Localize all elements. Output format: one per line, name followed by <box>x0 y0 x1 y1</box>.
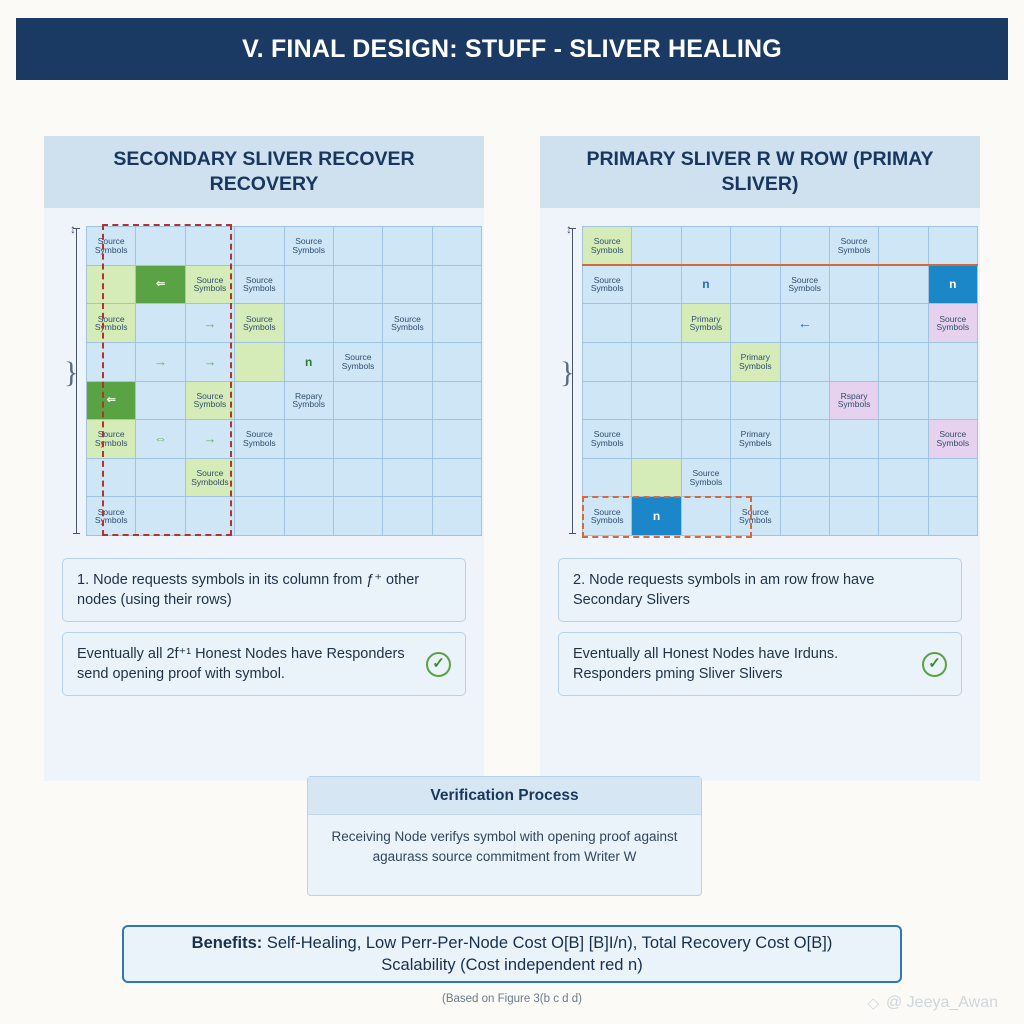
benefits-label: Benefits: <box>191 933 263 952</box>
watermark <box>867 994 998 1012</box>
grid-cell[interactable] <box>731 304 779 342</box>
grid-cell[interactable] <box>433 266 481 304</box>
grid-cell[interactable] <box>383 266 431 304</box>
primary-note-2-text: Eventually all Honest Nodes have Irduns. Responders pming Sliver Slivers <box>573 646 839 682</box>
grid-cell-label[interactable]: Source Symbols <box>87 497 135 535</box>
grid-cell[interactable] <box>731 382 779 420</box>
grid-cell[interactable] <box>682 266 730 304</box>
grid-cell-label[interactable]: Source Symbols <box>235 304 283 342</box>
brace-icon: } <box>560 356 575 389</box>
grid-cell[interactable] <box>285 304 333 342</box>
grid-cell[interactable] <box>632 459 680 497</box>
grid-cell[interactable] <box>334 497 382 535</box>
grid-cell[interactable] <box>235 459 283 497</box>
secondary-note-2 <box>62 632 466 696</box>
grid-cell[interactable] <box>682 382 730 420</box>
grid-cell[interactable] <box>383 497 431 535</box>
grid-cell[interactable] <box>87 459 135 497</box>
grid-cell[interactable] <box>781 497 829 535</box>
grid-cell-label[interactable]: n <box>632 497 680 535</box>
flow-arrow-icon: ← <box>797 315 812 332</box>
grid-cell[interactable] <box>583 304 631 342</box>
benefits-box <box>122 925 902 983</box>
grid-cell-label[interactable]: Source Symbols <box>781 266 829 304</box>
verification-body: Receiving Node verifys symbol with opening proof against agaurаss source commitment from Writer W <box>331 829 678 864</box>
grid-cell-label[interactable]: Source Symbols <box>235 420 283 458</box>
grid-cell-label[interactable]: Source Symbols <box>87 420 135 458</box>
grid-cell[interactable] <box>781 343 829 381</box>
grid-cell[interactable] <box>136 343 184 381</box>
grid-cell[interactable] <box>136 382 184 420</box>
grid-cell[interactable] <box>186 420 234 458</box>
grid-cell[interactable] <box>731 459 779 497</box>
grid-cell[interactable] <box>682 343 730 381</box>
primary-note-2 <box>558 632 962 696</box>
brace-icon: } <box>64 356 79 389</box>
grid-cell[interactable] <box>285 343 333 381</box>
grid-cell[interactable] <box>929 227 977 265</box>
grid-cell[interactable] <box>383 420 431 458</box>
secondary-note-1-text: 1. Node requests symbols in its column from ƒ⁺ other nodes (using their rows) <box>77 572 420 608</box>
check-circle-icon: ✓ <box>426 652 451 677</box>
primary-grid-wrapper <box>558 226 970 536</box>
grid-cell[interactable] <box>334 266 382 304</box>
grid-cell[interactable] <box>682 497 730 535</box>
flow-arrow-icon: → <box>203 315 217 331</box>
primary-panel-header <box>540 136 980 208</box>
grid-cell[interactable] <box>285 497 333 535</box>
grid-cell-label[interactable]: Source Symbols <box>929 304 977 342</box>
grid-cell-label[interactable]: Source Symbols <box>583 420 631 458</box>
node-label: n <box>305 354 313 369</box>
grid-cell[interactable] <box>830 266 878 304</box>
grid-cell-label[interactable]: Source Symbols <box>383 304 431 342</box>
grid-cell-label[interactable]: Primary Symbols <box>682 304 730 342</box>
grid-cell[interactable] <box>87 343 135 381</box>
grid-cell[interactable] <box>632 304 680 342</box>
grid-cell-label[interactable]: Source Symbols <box>830 227 878 265</box>
grid-cell[interactable] <box>929 382 977 420</box>
grid-cell[interactable] <box>433 227 481 265</box>
grid-cell[interactable] <box>830 420 878 458</box>
flow-arrow-icon: ⇔ <box>154 431 168 447</box>
secondary-sliver-panel <box>44 136 484 781</box>
grid-cell[interactable] <box>879 420 927 458</box>
grid-cell[interactable] <box>383 343 431 381</box>
grid-cell[interactable] <box>929 497 977 535</box>
grid-cell-label[interactable]: n <box>929 266 977 304</box>
primary-symbol-grid[interactable] <box>582 226 978 536</box>
grid-cell[interactable] <box>136 497 184 535</box>
figure-source-note: (Based on Figure 3(b c d d) <box>442 993 582 1005</box>
page-header <box>16 18 1008 80</box>
grid-cell[interactable] <box>186 497 234 535</box>
grid-cell[interactable] <box>433 343 481 381</box>
grid-cell[interactable] <box>830 497 878 535</box>
grid-cell-label[interactable]: Source Symbols <box>731 497 779 535</box>
primary-note-1-text: 2. Node requests symbols in am row frow have Secondary Slivers <box>573 572 875 608</box>
grid-cell[interactable] <box>830 343 878 381</box>
flow-arrow-icon: ⇐ <box>155 277 166 290</box>
grid-cell-label[interactable]: Source Symbols <box>682 459 730 497</box>
secondary-note-2-text: Eventually all 2f⁺¹ Honest Nodes have Responders send opening proof with symbol. <box>77 646 405 682</box>
grid-cell[interactable] <box>136 227 184 265</box>
grid-cell[interactable] <box>632 266 680 304</box>
page-title: V. FINAL DESIGN: STUFF - SLIVER HEALING <box>242 34 782 63</box>
grid-cell[interactable] <box>383 382 431 420</box>
grid-cell[interactable] <box>136 266 184 304</box>
grid-cell[interactable] <box>334 459 382 497</box>
grid-cell-label[interactable]: Source Symbols <box>87 304 135 342</box>
grid-cell[interactable] <box>334 227 382 265</box>
grid-cell[interactable] <box>781 420 829 458</box>
grid-cell[interactable] <box>929 343 977 381</box>
grid-cell-label[interactable]: Rspary Symbols <box>830 382 878 420</box>
grid-cell[interactable] <box>334 304 382 342</box>
secondary-grid-wrapper <box>62 226 466 536</box>
grid-cell[interactable] <box>383 459 431 497</box>
grid-cell[interactable] <box>285 420 333 458</box>
grid-cell[interactable] <box>682 227 730 265</box>
grid-cell[interactable] <box>186 304 234 342</box>
grid-cell[interactable] <box>879 266 927 304</box>
grid-cell-label[interactable]: Source Symbolds <box>186 459 234 497</box>
grid-cell[interactable] <box>781 304 829 342</box>
primary-panel-title: PRIMARY SLIVER R W ROW (PRIMAY SLIVER) <box>586 148 934 195</box>
diamond-icon: ◇ <box>867 995 879 1012</box>
grid-cell[interactable] <box>583 459 631 497</box>
benefits-line-2: Scalability (Cost independent red n) <box>381 956 643 974</box>
grid-cell[interactable] <box>186 227 234 265</box>
check-circle-icon: ✓ <box>922 652 947 677</box>
secondary-note-1 <box>62 558 466 622</box>
grid-cell[interactable] <box>334 420 382 458</box>
grid-cell[interactable] <box>781 382 829 420</box>
verification-title: Verification Process <box>308 777 701 815</box>
grid-cell[interactable] <box>731 227 779 265</box>
grid-cell[interactable] <box>583 382 631 420</box>
grid-cell-label[interactable]: Source Symbols <box>186 266 234 304</box>
node-label: n <box>702 277 710 292</box>
grid-cell[interactable] <box>433 382 481 420</box>
flow-arrow-icon: → <box>203 431 217 447</box>
grid-cell[interactable] <box>830 459 878 497</box>
grid-cell[interactable] <box>186 343 234 381</box>
grid-cell[interactable] <box>929 459 977 497</box>
secondary-symbol-grid[interactable] <box>86 226 482 536</box>
grid-cell[interactable] <box>879 497 927 535</box>
watermark-text: @ Jeeya_Awan <box>885 994 998 1011</box>
grid-cell-label[interactable]: Source Symbols <box>334 343 382 381</box>
grid-cell[interactable] <box>879 343 927 381</box>
grid-cell[interactable] <box>879 304 927 342</box>
grid-cell[interactable] <box>136 459 184 497</box>
grid-cell[interactable] <box>583 343 631 381</box>
grid-cell[interactable] <box>433 304 481 342</box>
grid-cell[interactable] <box>632 227 680 265</box>
grid-cell[interactable] <box>235 382 283 420</box>
grid-cell[interactable] <box>731 266 779 304</box>
grid-cell[interactable] <box>433 420 481 458</box>
grid-cell-label[interactable]: Source Symbols <box>929 420 977 458</box>
grid-cell[interactable] <box>632 343 680 381</box>
grid-cell[interactable] <box>781 227 829 265</box>
grid-cell[interactable] <box>879 227 927 265</box>
grid-cell[interactable] <box>87 266 135 304</box>
grid-cell[interactable] <box>879 382 927 420</box>
grid-cell-label[interactable]: Source Symbols <box>285 227 333 265</box>
grid-cell[interactable] <box>285 266 333 304</box>
grid-cell[interactable] <box>235 497 283 535</box>
grid-cell[interactable] <box>879 459 927 497</box>
grid-cell-label[interactable]: Repary Symbols <box>285 382 333 420</box>
benefits-line-1 <box>192 932 833 954</box>
grid-cell[interactable] <box>682 420 730 458</box>
secondary-panel-title: SECONDARY SLIVER RECOVER RECOVERY <box>113 148 415 195</box>
grid-cell[interactable] <box>781 459 829 497</box>
grid-cell[interactable] <box>136 304 184 342</box>
benefits-text-1: Self-Healing, Low Perr-Per-Node Cost O[B] [B]I/n), Total Recovery Cost O[B]) <box>262 933 833 952</box>
grid-cell-label[interactable]: Primary Symbels <box>731 420 779 458</box>
secondary-panel-header <box>44 136 484 208</box>
grid-cell-label[interactable]: Source Symbols <box>87 227 135 265</box>
grid-cell[interactable] <box>334 382 382 420</box>
flow-arrow-icon: → <box>154 354 168 370</box>
grid-cell[interactable] <box>632 382 680 420</box>
grid-cell-label[interactable]: Primary Symbols <box>731 343 779 381</box>
primary-note-1 <box>558 558 962 622</box>
grid-cell-label[interactable]: Source Symbols <box>583 227 631 265</box>
grid-cell[interactable] <box>830 304 878 342</box>
primary-sliver-panel <box>540 136 980 781</box>
grid-cell[interactable] <box>136 420 184 458</box>
grid-cell-label[interactable]: Source Symbols <box>235 266 283 304</box>
grid-cell[interactable] <box>433 497 481 535</box>
grid-cell[interactable] <box>383 227 431 265</box>
flow-arrow-icon: ⇐ <box>106 393 116 406</box>
grid-cell[interactable] <box>433 459 481 497</box>
grid-cell[interactable] <box>632 420 680 458</box>
grid-cell[interactable] <box>87 382 135 420</box>
grid-cell-label[interactable]: Source Symbols <box>186 382 234 420</box>
grid-cell-label[interactable]: Source Symbols <box>583 497 631 535</box>
grid-cell[interactable] <box>235 227 283 265</box>
grid-cell-label[interactable]: Source Symbols <box>583 266 631 304</box>
primary-row-highlight-line <box>582 264 978 266</box>
grid-cell[interactable] <box>285 459 333 497</box>
grid-cell[interactable] <box>235 343 283 381</box>
flow-arrow-icon: → <box>203 354 217 370</box>
verification-process-box <box>307 776 702 896</box>
